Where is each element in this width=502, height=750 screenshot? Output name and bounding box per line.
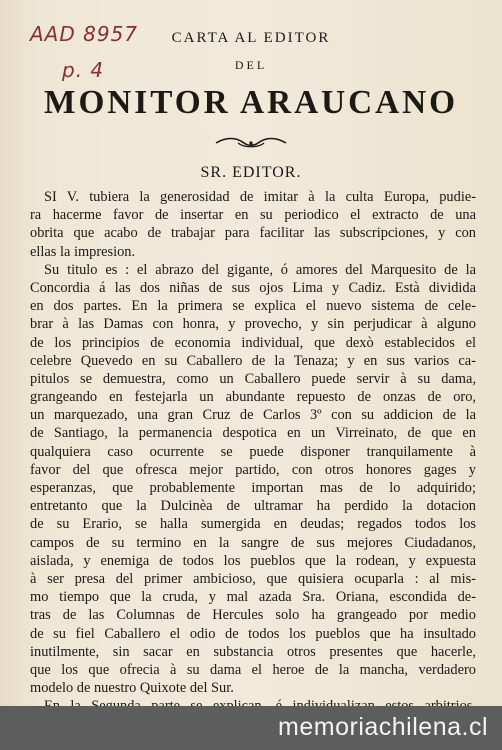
text-line: grangeando en festejarla un abundante repuesto de onzas de oro, [30, 389, 476, 406]
ornamental-flourish-icon [214, 136, 288, 150]
header-carta: CARTA AL EDITOR [171, 30, 331, 46]
folio-annotation: p. 4 [62, 58, 105, 82]
masthead-title: MONITOR ARAUCANO [44, 84, 458, 121]
text-line: de Santiago, la permanencia despotica en un Virreinato, de que en [30, 425, 476, 442]
text-line: tras de las Columnas de Hercules solo ha grangeado por medio [30, 607, 476, 624]
text-line: à ser presa del primer ambicioso, que quisiera ocuparla : al mis- [30, 570, 476, 587]
text-line: en dos partes. En la primera se explica el nuevo sistema de cele- [30, 298, 476, 315]
text-line: SI V. tubiera la generosidad de imitar à la culta Europa, pudie- [44, 189, 476, 205]
text-line: de su Erario, se halla sumergida en deudas; regados todos los [30, 516, 476, 533]
text-line: modelo de nuestro Quixote del Sur. [30, 680, 234, 697]
header-del: DEL [234, 58, 268, 72]
text-line: favor del que ofresca mejor partido, con otros honores gages y [30, 461, 476, 478]
text-line: obrita que acabo de trabajar para facilitar las subscripciones, y con [30, 225, 476, 242]
text-line: esperanzas, que probablemente importan mas de lo adquirido; [30, 480, 476, 496]
text-line: campos de su termino en la sangre de sus mejores Ciudadanos, [30, 534, 476, 551]
watermark-bar [0, 706, 502, 750]
text-line: mo tiempo que la cruda, y mal azada Sra. Oriana, escondida de- [30, 589, 476, 606]
text-line: Concordia á las dos niñas de sus ojos Lima y Cadiz. Està dividida [30, 279, 476, 296]
text-line: celebre Quevedo en su Caballero de la Tenaza; y en sus varios ca- [30, 352, 476, 369]
catalog-annotation: AAD 8957 [30, 22, 139, 46]
text-line: qualquiera caso ocurrente se puede disponer tranquilamente à [30, 443, 476, 460]
text-line: ellas la impresion. [30, 243, 136, 260]
salutation: SR. EDITOR. [200, 164, 302, 181]
text-line: brar à las Damas con honra, y provecho, y sin perjudicar à alguno [30, 316, 476, 333]
text-line: de su fiel Caballero el odio de todos los pueblos que ha insultado [30, 625, 476, 642]
text-line: aislada, y enemiga de todos los pueblos que la rodean, y expuesta [30, 552, 476, 569]
text-line: inutilmente, sin sacar en substancia otros presentes que hacerle, [30, 643, 476, 660]
text-line: que los que ofrecia à su dama el heroe de la mancha, verdadero [30, 661, 476, 678]
text-line: entretanto que la Dulcinèa de ultramar ha perdido la dotacion [30, 498, 476, 515]
text-line: pitulos se demuestra, como un Caballero puede servir à su dama, [30, 370, 476, 387]
watermark-text: memoriachilena.cl [278, 713, 488, 741]
text-line: de los principios de economia individual, que dexò establecidos el [30, 334, 476, 351]
text-line: un marquezado, una gran Cruz de Carlos 3º con su addicion de la [30, 407, 476, 424]
letter-body [30, 188, 476, 715]
text-line: ra hacerme favor de insertar en su periodico el extracto de una [30, 207, 476, 224]
text-line: Su titulo es : el abrazo del gigante, ó amores del Marquesito de la [44, 261, 476, 278]
